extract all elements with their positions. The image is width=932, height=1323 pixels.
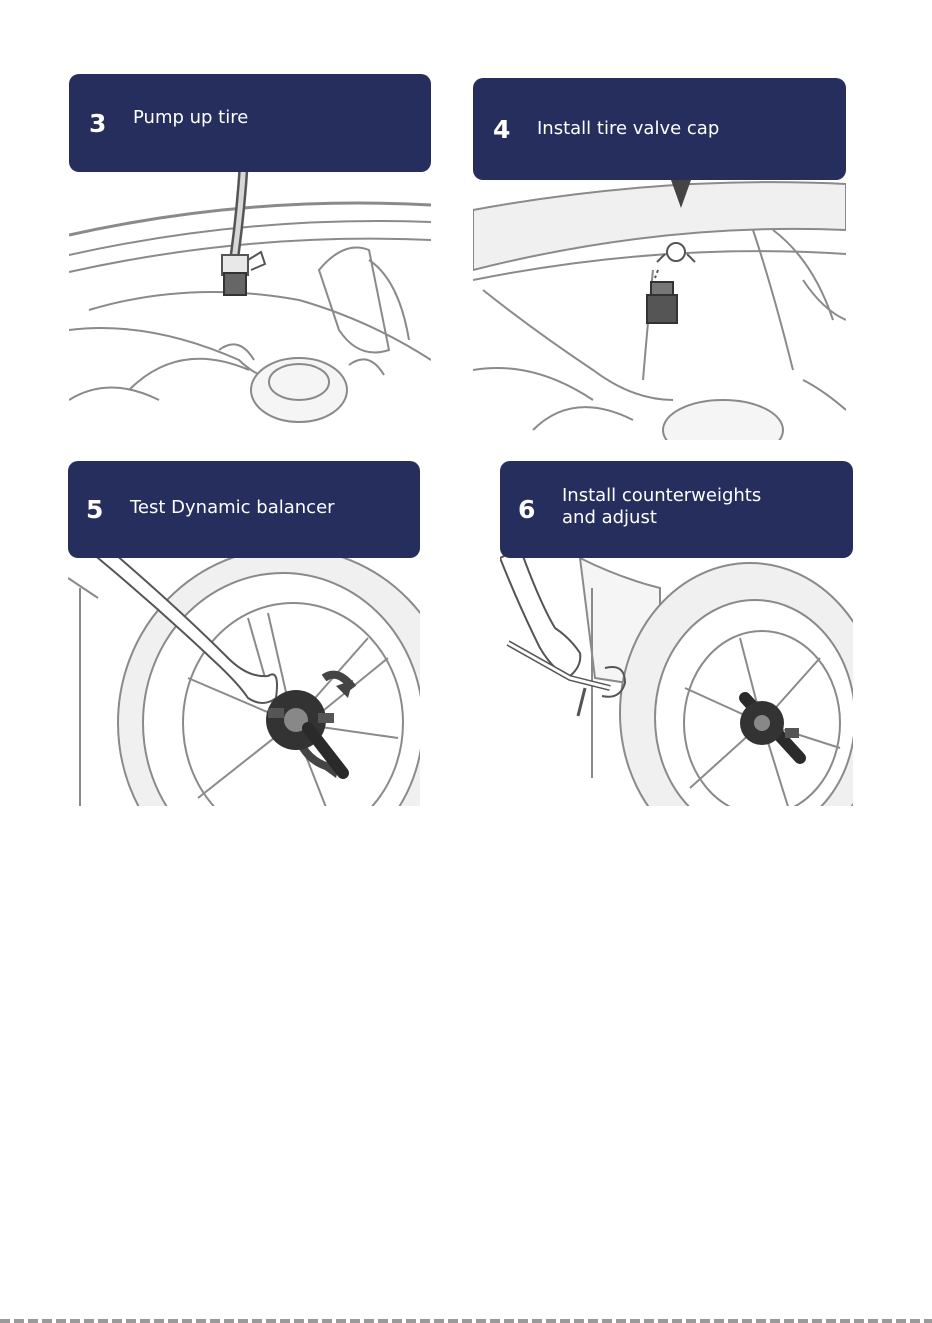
counterweight-illustration: [500, 548, 853, 806]
step-3-title-line-1: Pump up tire: [133, 107, 249, 128]
step-5-title-line-1: Test Dynamic balancer: [130, 496, 335, 518]
step-3-title: [133, 107, 248, 129]
step-6-header: [500, 461, 853, 558]
step-5-illustration: [68, 548, 420, 806]
step-3-number: 3: [89, 108, 107, 138]
step-4-illustration: [473, 170, 846, 440]
step-4-title: [537, 118, 719, 140]
step-5-title: [130, 497, 335, 519]
page-bottom-edge: [0, 1319, 932, 1323]
step-6-number: 6: [518, 495, 536, 524]
step-4-number: 4: [493, 114, 511, 144]
tire-pump-illustration: [69, 160, 431, 426]
step-3-header: [69, 74, 431, 172]
step-6-title-line-1: Install counterweights: [562, 484, 762, 506]
step-6-title-line-2: and adjust: [562, 506, 657, 528]
step-6-illustration: [500, 548, 853, 806]
step-3-illustration: [69, 160, 431, 426]
step-4-header: [473, 78, 846, 180]
step-4-title-line-1: Install tire valve cap: [537, 118, 720, 139]
valve-cap-illustration: [473, 170, 846, 440]
step-5-number: 5: [86, 495, 104, 524]
step-5-header: [68, 461, 420, 558]
step-6-title: [562, 485, 761, 529]
dynamic-balancer-illustration: [68, 548, 420, 806]
